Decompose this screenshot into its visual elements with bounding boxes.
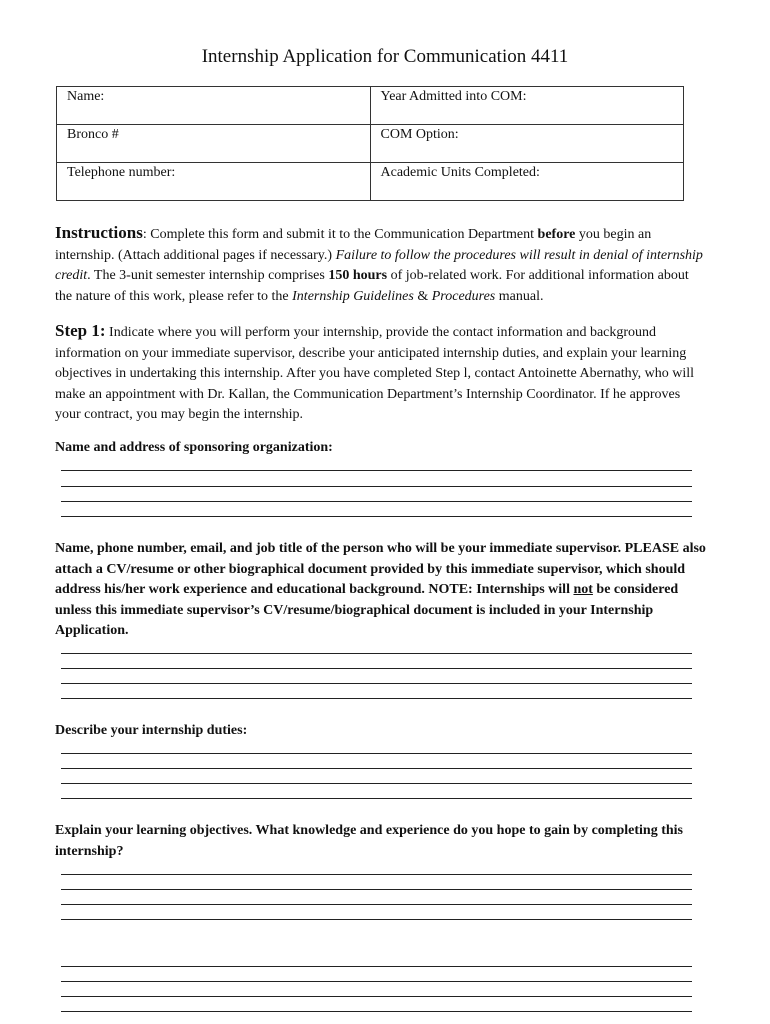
answer-line[interactable] [61, 783, 692, 784]
year-admitted-field[interactable]: Year Admitted into COM: [370, 87, 684, 125]
answer-line[interactable] [61, 889, 692, 890]
bronco-number-field[interactable]: Bronco # [57, 125, 371, 163]
supervisor-question: Name, phone number, email, and job title of the person who will be your immediate supervisor. PLEASE also attach a CV/resume or other biographical document provided by this immediate supervisor, which should address his/her work experience and educational background. NOTE: Internships will not be considered unless this immediate supervisor’s CV/resume/biographical document is included in your Internship Application. [55, 541, 706, 638]
answer-line[interactable] [61, 874, 692, 875]
answer-line[interactable] [61, 966, 692, 967]
answer-line[interactable] [61, 996, 692, 997]
applicant-info-table [56, 86, 684, 201]
answer-line[interactable] [61, 698, 692, 699]
answer-line[interactable] [61, 516, 692, 517]
instructions-paragraph: Instructions: Complete this form and submit it to the Communication Department before you begin an internship. (Attach additional pages if necessary.) Failure to follow the procedures will result in denial of internship credit. The 3-unit semester internship comprises 150 hours of job-related work. For additional information about the nature of this work, please refer to the Internship Guidelines & Procedures manual. [55, 223, 703, 304]
duties-question: Describe your internship duties: [55, 723, 248, 738]
answer-line[interactable] [61, 501, 692, 502]
name-field[interactable]: Name: [57, 87, 371, 125]
telephone-field[interactable]: Telephone number: [57, 163, 371, 201]
answer-line[interactable] [61, 668, 692, 669]
step1-paragraph: Step 1: Indicate where you will perform your internship, provide the contact information and background information on your immediate supervisor, describe your anticipated internship duties, and explain your learning objectives in undertaking this internship. After you have completed Step l, contact Antoinette Abernathy, who will make an appointment with Dr. Kallan, the Communication Department’s Internship Coordinator. If he approves your contract, you may begin the internship. [55, 321, 695, 422]
answer-line[interactable] [61, 470, 692, 471]
answer-line[interactable] [61, 798, 692, 799]
sponsor-question: Name and address of sponsoring organization: [55, 440, 333, 455]
answer-line[interactable] [61, 919, 692, 920]
answer-line[interactable] [61, 981, 692, 982]
instructions-heading: Instructions [55, 223, 143, 242]
answer-line[interactable] [61, 683, 692, 684]
answer-line[interactable] [61, 753, 692, 754]
answer-line[interactable] [61, 904, 692, 905]
answer-line[interactable] [61, 486, 692, 487]
step1-heading: Step 1: [55, 321, 106, 340]
form-title: Internship Application for Communication 4411 [201, 46, 569, 67]
com-option-field[interactable]: COM Option: [370, 125, 684, 163]
objectives-question: Explain your learning objectives. What knowledge and experience do you hope to gain by completing this internship? [55, 823, 683, 859]
answer-line[interactable] [61, 768, 692, 769]
units-completed-field[interactable]: Academic Units Completed: [370, 163, 684, 201]
answer-line[interactable] [61, 1011, 692, 1012]
answer-line[interactable] [61, 653, 692, 654]
